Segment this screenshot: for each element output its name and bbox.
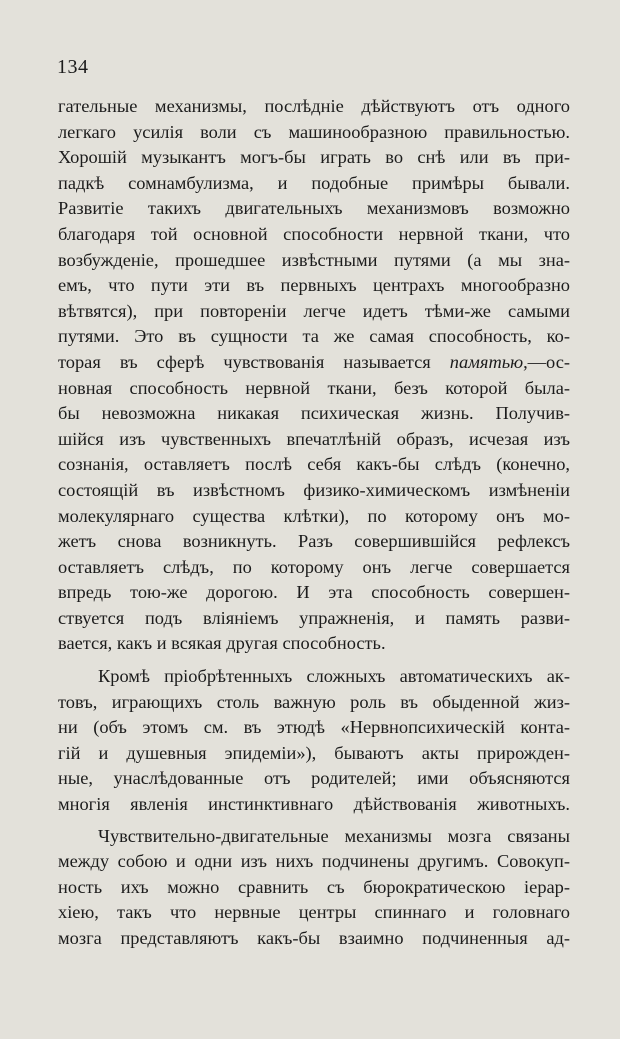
text-line-with-emphasis — [58, 350, 570, 376]
text-line: между собою и одни изъ нихъ подчинены другимъ. Совокуп- — [58, 851, 570, 872]
text-line-last: вается, какъ и всякая другая способность. — [58, 633, 386, 654]
paragraph-3 — [58, 824, 570, 952]
page-number: 134 — [57, 56, 89, 78]
text-line: впредь тою-же дорогою. И эта способность совершен- — [58, 582, 570, 603]
text-line: жетъ снова возникнуть. Разъ совершившійся рефлексъ — [58, 531, 570, 552]
text-line: ные, унаслѣдованные отъ родителей; ими объясняются — [58, 768, 570, 789]
text-line: падкѣ сомнамбулизма, и подобные примѣры бывали. — [58, 172, 570, 193]
text-line: сознанія, оставляетъ послѣ себя какъ-бы слѣдъ (конечно, — [58, 454, 570, 475]
text-line: новная способность нервной ткани, безъ которой была- — [58, 377, 570, 398]
emphasized-word: памятью — [449, 351, 524, 372]
text-line: легкаго усилія воли съ машинообразною правильностью. — [58, 121, 570, 142]
text-line: товъ, играющихъ столь важную роль въ обыденной жиз- — [58, 691, 570, 712]
text-line: многія явленія инстинктивнаго дѣйствованія животныхъ. — [58, 794, 570, 815]
text-line: гательные механизмы, послѣдніе дѣйствуютъ отъ одного — [58, 96, 570, 116]
text-line: ствуется подъ вліяніемъ упражненія, и память разви- — [58, 607, 570, 628]
text-line: шійся изъ чувственныхъ впечатлѣній образъ, исчезая изъ — [58, 428, 570, 449]
text-line-end: ,—ос- — [523, 351, 570, 372]
text-line: Хорошій музыкантъ могъ-бы играть во снѣ или въ при- — [58, 147, 570, 168]
paragraph-2 — [58, 664, 570, 818]
text-line: молекулярнаго существа клѣтки), по которому онъ мо- — [58, 505, 570, 526]
text-line: Развитіе такихъ двигательныхъ механизмовъ возможно — [58, 198, 570, 219]
text-line-indented: Чувствительно-двигательные механизмы мозга связаны — [98, 825, 570, 846]
text-line: гій и душевныя эпидеміи»), бываютъ акты прирожден- — [58, 742, 570, 763]
text-line: ность ихъ можно сравнить съ бюрократическою іерар- — [58, 876, 570, 897]
text-line: ни (объ этомъ см. въ этюдѣ «Нервнопсихическій конта- — [58, 717, 570, 738]
text-line: оставляетъ слѣдъ, по которому онъ легче совершается — [58, 556, 570, 577]
text-line: мозга представляютъ какъ-бы взаимно подчиненныя ад- — [58, 928, 570, 948]
text-line: хіею, такъ что нервные центры спиннаго и головнаго — [58, 902, 570, 923]
paragraph-1 — [58, 94, 570, 657]
page-text — [58, 94, 570, 952]
text-line: бы невозможна никакая психическая жизнь. Получив- — [58, 403, 570, 424]
text-line-indented: Кромѣ пріобрѣтенныхъ сложныхъ автоматическихъ ак- — [98, 666, 570, 687]
text-line: емъ, что пути эти въ первныхъ центрахъ многообразно — [58, 275, 570, 296]
text-line: состоящій въ извѣстномъ физико-химическомъ измѣненіи — [58, 479, 570, 500]
text-line: путями. Это въ сущности та же самая способность, ко- — [58, 326, 570, 347]
text-line: вѣтвятся), при повтореніи легче идетъ тѣми-же самыми — [58, 300, 570, 321]
text-line-start: торая въ сферѣ чувствованія называется — [58, 351, 450, 372]
text-line: возбужденіе, прошедшее извѣстными путями (а мы зна- — [58, 249, 570, 270]
text-line: благодаря той основной способности нервной ткани, что — [58, 223, 570, 244]
